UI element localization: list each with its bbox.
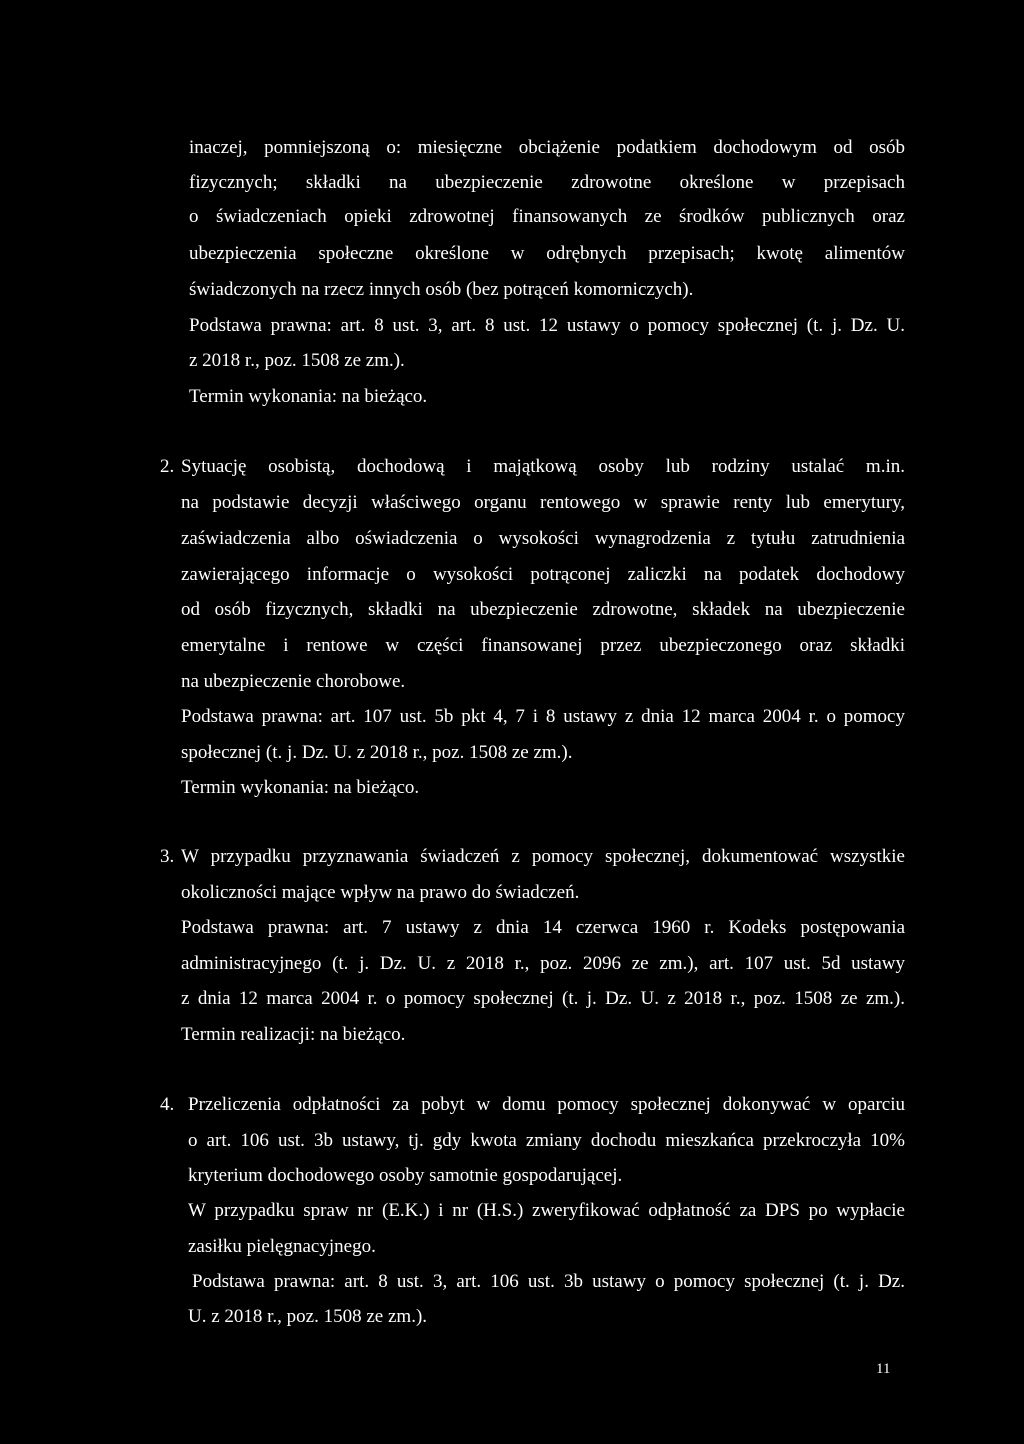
text-line: świadczonych na rzecz innych osób (bez potrąceń komorniczych). bbox=[189, 279, 694, 300]
text-line: inaczej, pomniejszoną o: miesięczne obciążenie podatkiem dochodowym od osób bbox=[189, 137, 905, 158]
legal-basis-cont: z dnia 12 marca 2004 r. o pomocy społecznej (t. j. Dz. U. z 2018 r., poz. 1508 ze zm.). bbox=[181, 988, 905, 1009]
text-line: od osób fizycznych, składki na ubezpieczenie zdrowotne, składek na ubezpieczenie bbox=[181, 599, 905, 620]
legal-basis: Podstawa prawna: art. 8 ust. 3, art. 8 ust. 12 ustawy o pomocy społecznej (t. j. Dz. U. bbox=[189, 315, 905, 336]
text-line: fizycznych; składki na ubezpieczenie zdrowotne określone w przepisach bbox=[189, 172, 905, 193]
item-number: 2. bbox=[160, 456, 175, 477]
legal-basis-cont: administracyjnego (t. j. Dz. U. z 2018 r., poz. 2096 ze zm.), art. 107 ust. 5d ustawy bbox=[181, 953, 905, 974]
legal-basis: Podstawa prawna: art. 8 ust. 3, art. 106 ust. 3b ustawy o pomocy społecznej (t. j. Dz. bbox=[192, 1271, 905, 1292]
text-line: ubezpieczenia społeczne określone w odrębnych przepisach; kwotę alimentów bbox=[189, 243, 905, 264]
legal-basis: Podstawa prawna: art. 107 ust. 5b pkt 4, 7 i 8 ustawy z dnia 12 marca 2004 r. o pomocy bbox=[181, 706, 905, 727]
text-line: zawierającego informacje o wysokości potrąconej zaliczki na podatek dochodowy bbox=[181, 564, 905, 585]
deadline: Termin wykonania: na bieżąco. bbox=[189, 386, 428, 407]
text-line: o art. 106 ust. 3b ustawy, tj. gdy kwota zmiany dochodu mieszkańca przekroczyła 10% bbox=[188, 1130, 905, 1151]
text-line: o świadczeniach opieki zdrowotnej finansowanych ze środków publicznych oraz bbox=[189, 206, 905, 227]
text-line: na podstawie decyzji właściwego organu rentowego w sprawie renty lub emerytury, bbox=[181, 492, 905, 513]
legal-basis-cont: U. z 2018 r., poz. 1508 ze zm.). bbox=[188, 1306, 428, 1327]
text-line: zaświadczenia albo oświadczenia o wysokości wynagrodzenia z tytułu zatrudnienia bbox=[181, 528, 905, 549]
text-line: na ubezpieczenie chorobowe. bbox=[181, 671, 406, 692]
item-number: 3. bbox=[160, 846, 175, 867]
text-line: kryterium dochodowego osoby samotnie gospodarującej. bbox=[188, 1165, 623, 1186]
text-line: Przeliczenia odpłatności za pobyt w domu pomocy społecznej dokonywać w oparciu bbox=[188, 1094, 905, 1115]
text-line: W przypadku przyznawania świadczeń z pomocy społecznej, dokumentować wszystkie bbox=[181, 846, 905, 867]
page-number: 11 bbox=[876, 1361, 891, 1377]
legal-basis: Podstawa prawna: art. 7 ustawy z dnia 14 czerwca 1960 r. Kodeks postępowania bbox=[181, 917, 905, 938]
deadline: Termin wykonania: na bieżąco. bbox=[181, 777, 420, 798]
text-line: zasiłku pielęgnacyjnego. bbox=[188, 1236, 376, 1257]
text-line: W przypadku spraw nr (E.K.) i nr (H.S.) zweryfikować odpłatność za DPS po wypłacie bbox=[188, 1200, 905, 1221]
text-line: emerytalne i rentowe w części finansowanej przez ubezpieczonego oraz składki bbox=[181, 635, 905, 656]
text-line: Sytuację osobistą, dochodową i majątkową osoby lub rodziny ustalać m.in. bbox=[181, 456, 905, 477]
legal-basis-cont: społecznej (t. j. Dz. U. z 2018 r., poz. 1508 ze zm.). bbox=[181, 742, 573, 763]
text-line: okoliczności mające wpływ na prawo do świadczeń. bbox=[181, 882, 580, 903]
legal-basis-cont: z 2018 r., poz. 1508 ze zm.). bbox=[189, 350, 405, 371]
deadline: Termin realizacji: na bieżąco. bbox=[181, 1024, 406, 1045]
item-number: 4. bbox=[160, 1094, 175, 1115]
